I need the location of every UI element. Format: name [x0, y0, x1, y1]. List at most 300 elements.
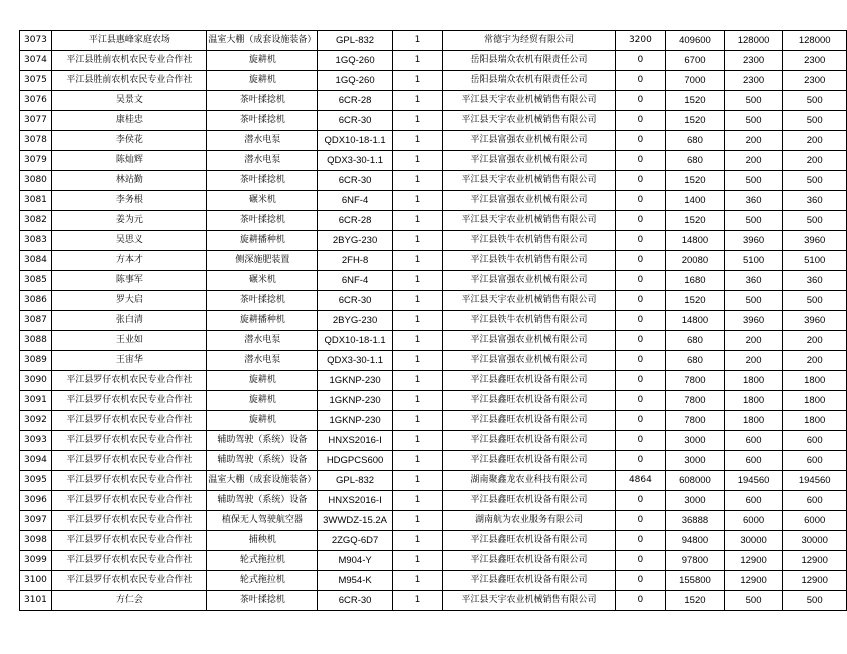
cell-sales-total: 0	[615, 511, 665, 531]
cell-total-subsidy: 128000	[783, 31, 847, 51]
cell-dealer-name: 湖南聚鑫龙农业科技有限公司	[443, 471, 615, 491]
cell-row-number: 3096	[20, 491, 52, 511]
cell-row-number: 3074	[20, 51, 52, 71]
cell-sales-total: 0	[615, 351, 665, 371]
cell-applicant-name: 平江县罗仔农机农民专业合作社	[52, 551, 207, 571]
cell-total-subsidy: 2300	[783, 51, 847, 71]
cell-subsidy-amount: 500	[724, 291, 783, 311]
cell-dealer-name: 平江县富强农业机械有限公司	[443, 151, 615, 171]
cell-dealer-name: 平江县鑫旺农机设备有限公司	[443, 391, 615, 411]
cell-sales-total: 0	[615, 211, 665, 231]
cell-sales-total: 0	[615, 51, 665, 71]
cell-applicant-name: 康桂忠	[52, 111, 207, 131]
cell-price: 409600	[666, 31, 725, 51]
cell-price: 680	[666, 151, 725, 171]
cell-subsidy-amount: 600	[724, 491, 783, 511]
cell-model-number: HNXS2016-I	[318, 431, 392, 451]
cell-price: 608000	[666, 471, 725, 491]
cell-quantity: 1	[392, 271, 443, 291]
cell-total-subsidy: 200	[783, 331, 847, 351]
cell-dealer-name: 平江县富强农业机械有限公司	[443, 351, 615, 371]
cell-row-number: 3080	[20, 171, 52, 191]
cell-model-number: HNXS2016-I	[318, 491, 392, 511]
cell-total-subsidy: 200	[783, 131, 847, 151]
cell-applicant-name: 平江县罗仔农机农民专业合作社	[52, 571, 207, 591]
cell-sales-total: 0	[615, 171, 665, 191]
cell-applicant-name: 罗大启	[52, 291, 207, 311]
cell-row-number: 3084	[20, 251, 52, 271]
cell-applicant-name: 吴景文	[52, 91, 207, 111]
cell-dealer-name: 平江县天宇农业机械销售有限公司	[443, 171, 615, 191]
cell-quantity: 1	[392, 511, 443, 531]
table-row	[20, 231, 847, 251]
cell-row-number: 3081	[20, 191, 52, 211]
cell-subsidy-amount: 3960	[724, 311, 783, 331]
cell-dealer-name: 岳阳县瑞众农机有限责任公司	[443, 51, 615, 71]
cell-applicant-name: 林站勤	[52, 171, 207, 191]
cell-total-subsidy: 1800	[783, 371, 847, 391]
cell-dealer-name: 平江县天宇农业机械销售有限公司	[443, 591, 615, 611]
cell-machine-type: 潜水电泵	[207, 151, 318, 171]
cell-subsidy-amount: 200	[724, 351, 783, 371]
cell-row-number: 3082	[20, 211, 52, 231]
cell-quantity: 1	[392, 471, 443, 491]
cell-sales-total: 0	[615, 151, 665, 171]
cell-row-number: 3101	[20, 591, 52, 611]
table-row	[20, 91, 847, 111]
cell-dealer-name: 平江县鑫旺农机设备有限公司	[443, 451, 615, 471]
cell-sales-total: 0	[615, 531, 665, 551]
cell-price: 1520	[666, 591, 725, 611]
cell-total-subsidy: 12900	[783, 551, 847, 571]
cell-price: 7800	[666, 411, 725, 431]
cell-model-number: QDX10-18-1.1	[318, 131, 392, 151]
cell-model-number: 1GKNP-230	[318, 411, 392, 431]
cell-subsidy-amount: 360	[724, 191, 783, 211]
cell-total-subsidy: 360	[783, 271, 847, 291]
cell-model-number: GPL-832	[318, 31, 392, 51]
cell-model-number: 6CR-30	[318, 111, 392, 131]
cell-applicant-name: 平江县罗仔农机农民专业合作社	[52, 431, 207, 451]
table-row	[20, 151, 847, 171]
cell-row-number: 3085	[20, 271, 52, 291]
cell-price: 155800	[666, 571, 725, 591]
cell-total-subsidy: 3960	[783, 311, 847, 331]
cell-row-number: 3086	[20, 291, 52, 311]
cell-subsidy-amount: 1800	[724, 411, 783, 431]
cell-subsidy-amount: 30000	[724, 531, 783, 551]
cell-quantity: 1	[392, 371, 443, 391]
cell-row-number: 3078	[20, 131, 52, 151]
cell-sales-total: 0	[615, 311, 665, 331]
cell-price: 7800	[666, 371, 725, 391]
cell-subsidy-amount: 500	[724, 211, 783, 231]
cell-model-number: M904-Y	[318, 551, 392, 571]
cell-applicant-name: 平江县罗仔农机农民专业合作社	[52, 511, 207, 531]
cell-row-number: 3088	[20, 331, 52, 351]
cell-sales-total: 0	[615, 391, 665, 411]
cell-sales-total: 0	[615, 411, 665, 431]
table-row	[20, 191, 847, 211]
cell-model-number: HDGPCS600	[318, 451, 392, 471]
cell-subsidy-amount: 200	[724, 331, 783, 351]
cell-machine-type: 旋耕机	[207, 71, 318, 91]
cell-quantity: 1	[392, 351, 443, 371]
cell-applicant-name: 李务根	[52, 191, 207, 211]
cell-applicant-name: 平江县胜前农机农民专业合作社	[52, 71, 207, 91]
cell-quantity: 1	[392, 231, 443, 251]
cell-model-number: 2FH-8	[318, 251, 392, 271]
cell-total-subsidy: 500	[783, 591, 847, 611]
cell-subsidy-amount: 200	[724, 151, 783, 171]
cell-sales-total: 0	[615, 71, 665, 91]
cell-applicant-name: 王业如	[52, 331, 207, 351]
cell-sales-total: 0	[615, 451, 665, 471]
cell-dealer-name: 平江县富强农业机械有限公司	[443, 271, 615, 291]
cell-machine-type: 辅助驾驶（系统）设备	[207, 491, 318, 511]
cell-machine-type: 潜水电泵	[207, 351, 318, 371]
table-row	[20, 211, 847, 231]
cell-subsidy-amount: 12900	[724, 551, 783, 571]
cell-machine-type: 茶叶揉捻机	[207, 591, 318, 611]
cell-applicant-name: 平江县罗仔农机农民专业合作社	[52, 411, 207, 431]
cell-dealer-name: 平江县鑫旺农机设备有限公司	[443, 371, 615, 391]
cell-applicant-name: 平江县胜前农机农民专业合作社	[52, 51, 207, 71]
cell-applicant-name: 吴思义	[52, 231, 207, 251]
cell-price: 97800	[666, 551, 725, 571]
cell-machine-type: 辅助驾驶（系统）设备	[207, 451, 318, 471]
table-row	[20, 71, 847, 91]
cell-price: 3000	[666, 431, 725, 451]
cell-machine-type: 旋耕机	[207, 391, 318, 411]
cell-total-subsidy: 3960	[783, 231, 847, 251]
cell-subsidy-amount: 2300	[724, 51, 783, 71]
cell-machine-type: 旋耕机	[207, 371, 318, 391]
cell-quantity: 1	[392, 111, 443, 131]
cell-total-subsidy: 5100	[783, 251, 847, 271]
cell-price: 6700	[666, 51, 725, 71]
cell-quantity: 1	[392, 71, 443, 91]
cell-sales-total: 0	[615, 291, 665, 311]
cell-model-number: 6NF-4	[318, 191, 392, 211]
cell-model-number: 2ZGQ-6D7	[318, 531, 392, 551]
cell-sales-total: 0	[615, 271, 665, 291]
cell-applicant-name: 李侯花	[52, 131, 207, 151]
cell-machine-type: 碾米机	[207, 191, 318, 211]
table-row	[20, 131, 847, 151]
cell-sales-total: 0	[615, 371, 665, 391]
cell-quantity: 1	[392, 591, 443, 611]
cell-subsidy-amount: 2300	[724, 71, 783, 91]
cell-quantity: 1	[392, 411, 443, 431]
cell-sales-total: 0	[615, 131, 665, 151]
cell-row-number: 3098	[20, 531, 52, 551]
cell-quantity: 1	[392, 151, 443, 171]
cell-sales-total: 0	[615, 191, 665, 211]
cell-row-number: 3092	[20, 411, 52, 431]
table-row	[20, 111, 847, 131]
cell-quantity: 1	[392, 431, 443, 451]
subsidy-table	[19, 30, 847, 611]
cell-applicant-name: 平江县罗仔农机农民专业合作社	[52, 391, 207, 411]
cell-dealer-name: 平江县天宇农业机械销售有限公司	[443, 111, 615, 131]
cell-model-number: 1GQ-260	[318, 71, 392, 91]
cell-model-number: 6CR-30	[318, 171, 392, 191]
table-row	[20, 591, 847, 611]
table-row	[20, 471, 847, 491]
cell-row-number: 3094	[20, 451, 52, 471]
cell-row-number: 3075	[20, 71, 52, 91]
cell-subsidy-amount: 500	[724, 591, 783, 611]
cell-machine-type: 轮式拖拉机	[207, 551, 318, 571]
cell-total-subsidy: 500	[783, 111, 847, 131]
table-row	[20, 551, 847, 571]
cell-quantity: 1	[392, 531, 443, 551]
cell-dealer-name: 常德宇为经贸有限公司	[443, 31, 615, 51]
cell-model-number: 1GKNP-230	[318, 391, 392, 411]
cell-machine-type: 捕秧机	[207, 531, 318, 551]
cell-total-subsidy: 500	[783, 171, 847, 191]
cell-dealer-name: 平江县富强农业机械有限公司	[443, 191, 615, 211]
cell-price: 3000	[666, 491, 725, 511]
cell-applicant-name: 方仁会	[52, 591, 207, 611]
cell-total-subsidy: 360	[783, 191, 847, 211]
cell-price: 3000	[666, 451, 725, 471]
cell-sales-total: 0	[615, 91, 665, 111]
cell-price: 680	[666, 131, 725, 151]
cell-quantity: 1	[392, 211, 443, 231]
cell-applicant-name: 平江县罗仔农机农民专业合作社	[52, 451, 207, 471]
cell-machine-type: 轮式拖拉机	[207, 571, 318, 591]
cell-machine-type: 旋耕播种机	[207, 231, 318, 251]
cell-total-subsidy: 1800	[783, 391, 847, 411]
cell-dealer-name: 平江县鑫旺农机设备有限公司	[443, 531, 615, 551]
table-row	[20, 391, 847, 411]
cell-price: 36888	[666, 511, 725, 531]
cell-machine-type: 茶叶揉捻机	[207, 171, 318, 191]
cell-model-number: 2BYG-230	[318, 231, 392, 251]
cell-quantity: 1	[392, 551, 443, 571]
cell-machine-type: 潜水电泵	[207, 331, 318, 351]
cell-subsidy-amount: 194560	[724, 471, 783, 491]
table-row	[20, 251, 847, 271]
cell-applicant-name: 平江县罗仔农机农民专业合作社	[52, 371, 207, 391]
cell-row-number: 3095	[20, 471, 52, 491]
cell-model-number: 2BYG-230	[318, 311, 392, 331]
table-row	[20, 531, 847, 551]
cell-dealer-name: 平江县富强农业机械有限公司	[443, 331, 615, 351]
table-row	[20, 291, 847, 311]
cell-applicant-name: 张白清	[52, 311, 207, 331]
cell-row-number: 3079	[20, 151, 52, 171]
cell-price: 1520	[666, 291, 725, 311]
cell-sales-total: 0	[615, 111, 665, 131]
cell-subsidy-amount: 6000	[724, 511, 783, 531]
cell-subsidy-amount: 360	[724, 271, 783, 291]
cell-total-subsidy: 6000	[783, 511, 847, 531]
cell-quantity: 1	[392, 91, 443, 111]
cell-machine-type: 茶叶揉捻机	[207, 291, 318, 311]
cell-subsidy-amount: 200	[724, 131, 783, 151]
cell-model-number: 6CR-28	[318, 211, 392, 231]
cell-price: 1680	[666, 271, 725, 291]
cell-model-number: 6CR-28	[318, 91, 392, 111]
table-row	[20, 491, 847, 511]
cell-machine-type: 茶叶揉捻机	[207, 91, 318, 111]
cell-row-number: 3073	[20, 31, 52, 51]
cell-price: 7800	[666, 391, 725, 411]
cell-total-subsidy: 12900	[783, 571, 847, 591]
cell-sales-total: 0	[615, 571, 665, 591]
cell-total-subsidy: 200	[783, 151, 847, 171]
cell-total-subsidy: 500	[783, 291, 847, 311]
cell-quantity: 1	[392, 331, 443, 351]
cell-price: 14800	[666, 311, 725, 331]
cell-dealer-name: 平江县鑫旺农机设备有限公司	[443, 431, 615, 451]
cell-quantity: 1	[392, 131, 443, 151]
cell-sales-total: 0	[615, 591, 665, 611]
cell-row-number: 3076	[20, 91, 52, 111]
cell-quantity: 1	[392, 451, 443, 471]
cell-model-number: 1GQ-260	[318, 51, 392, 71]
cell-price: 680	[666, 331, 725, 351]
cell-total-subsidy: 2300	[783, 71, 847, 91]
cell-sales-total: 0	[615, 551, 665, 571]
cell-sales-total: 0	[615, 331, 665, 351]
cell-machine-type: 旋耕机	[207, 51, 318, 71]
table-row	[20, 311, 847, 331]
cell-model-number: 1GKNP-230	[318, 371, 392, 391]
table-row	[20, 411, 847, 431]
cell-row-number: 3100	[20, 571, 52, 591]
cell-price: 1520	[666, 171, 725, 191]
cell-sales-total: 3200	[615, 31, 665, 51]
cell-row-number: 3089	[20, 351, 52, 371]
table-row	[20, 371, 847, 391]
cell-subsidy-amount: 12900	[724, 571, 783, 591]
cell-dealer-name: 平江县鑫旺农机设备有限公司	[443, 571, 615, 591]
cell-machine-type: 茶叶揉捻机	[207, 211, 318, 231]
cell-quantity: 1	[392, 391, 443, 411]
cell-dealer-name: 平江县天宇农业机械销售有限公司	[443, 211, 615, 231]
table-row	[20, 451, 847, 471]
cell-machine-type: 侧深施肥装置	[207, 251, 318, 271]
table-row	[20, 31, 847, 51]
cell-total-subsidy: 600	[783, 491, 847, 511]
cell-machine-type: 温室大棚（成套设施装备）	[207, 471, 318, 491]
cell-row-number: 3077	[20, 111, 52, 131]
cell-row-number: 3097	[20, 511, 52, 531]
cell-total-subsidy: 600	[783, 451, 847, 471]
cell-price: 1520	[666, 211, 725, 231]
cell-total-subsidy: 200	[783, 351, 847, 371]
table-row	[20, 571, 847, 591]
cell-sales-total: 0	[615, 251, 665, 271]
cell-total-subsidy: 500	[783, 91, 847, 111]
cell-applicant-name: 王宙华	[52, 351, 207, 371]
cell-total-subsidy: 1800	[783, 411, 847, 431]
cell-applicant-name: 陈灿辉	[52, 151, 207, 171]
cell-dealer-name: 平江县铁牛农机销售有限公司	[443, 311, 615, 331]
cell-model-number: QDX3-30-1.1	[318, 351, 392, 371]
cell-model-number: 6CR-30	[318, 291, 392, 311]
cell-applicant-name: 平江县罗仔农机农民专业合作社	[52, 491, 207, 511]
cell-dealer-name: 平江县富强农业机械有限公司	[443, 131, 615, 151]
table-row	[20, 511, 847, 531]
cell-applicant-name: 平江县罗仔农机农民专业合作社	[52, 531, 207, 551]
cell-subsidy-amount: 500	[724, 111, 783, 131]
cell-applicant-name: 平江县罗仔农机农民专业合作社	[52, 471, 207, 491]
cell-quantity: 1	[392, 251, 443, 271]
cell-subsidy-amount: 600	[724, 451, 783, 471]
cell-total-subsidy: 30000	[783, 531, 847, 551]
cell-dealer-name: 湖南航为农业服务有限公司	[443, 511, 615, 531]
table-row	[20, 271, 847, 291]
table-row	[20, 351, 847, 371]
cell-applicant-name: 陈事军	[52, 271, 207, 291]
cell-subsidy-amount: 1800	[724, 371, 783, 391]
cell-row-number: 3091	[20, 391, 52, 411]
cell-applicant-name: 平江县惠峰家庭农场	[52, 31, 207, 51]
cell-price: 7000	[666, 71, 725, 91]
cell-quantity: 1	[392, 571, 443, 591]
cell-model-number: 3WWDZ-15.2A	[318, 511, 392, 531]
cell-row-number: 3090	[20, 371, 52, 391]
table-row	[20, 431, 847, 451]
cell-machine-type: 植保无人驾驶航空器	[207, 511, 318, 531]
cell-sales-total: 0	[615, 431, 665, 451]
cell-model-number: 6CR-30	[318, 591, 392, 611]
cell-machine-type: 潜水电泵	[207, 131, 318, 151]
cell-subsidy-amount: 500	[724, 171, 783, 191]
table-row	[20, 331, 847, 351]
cell-subsidy-amount: 1800	[724, 391, 783, 411]
cell-dealer-name: 平江县鑫旺农机设备有限公司	[443, 491, 615, 511]
cell-row-number: 3099	[20, 551, 52, 571]
cell-total-subsidy: 500	[783, 211, 847, 231]
cell-dealer-name: 平江县鑫旺农机设备有限公司	[443, 551, 615, 571]
cell-price: 94800	[666, 531, 725, 551]
cell-price: 1520	[666, 111, 725, 131]
cell-dealer-name: 平江县铁牛农机销售有限公司	[443, 231, 615, 251]
cell-dealer-name: 岳阳县瑞众农机有限责任公司	[443, 71, 615, 91]
cell-machine-type: 茶叶揉捻机	[207, 111, 318, 131]
cell-quantity: 1	[392, 311, 443, 331]
cell-row-number: 3083	[20, 231, 52, 251]
cell-subsidy-amount: 500	[724, 91, 783, 111]
cell-model-number: 6NF-4	[318, 271, 392, 291]
cell-quantity: 1	[392, 291, 443, 311]
cell-subsidy-amount: 128000	[724, 31, 783, 51]
cell-subsidy-amount: 5100	[724, 251, 783, 271]
cell-row-number: 3093	[20, 431, 52, 451]
cell-machine-type: 旋耕机	[207, 411, 318, 431]
cell-dealer-name: 平江县鑫旺农机设备有限公司	[443, 411, 615, 431]
cell-dealer-name: 平江县天宇农业机械销售有限公司	[443, 291, 615, 311]
cell-quantity: 1	[392, 31, 443, 51]
cell-dealer-name: 平江县天宇农业机械销售有限公司	[443, 91, 615, 111]
cell-model-number: QDX10-18-1.1	[318, 331, 392, 351]
cell-quantity: 1	[392, 171, 443, 191]
cell-machine-type: 辅助驾驶（系统）设备	[207, 431, 318, 451]
cell-quantity: 1	[392, 491, 443, 511]
cell-row-number: 3087	[20, 311, 52, 331]
cell-sales-total: 0	[615, 491, 665, 511]
cell-model-number: QDX3-30-1.1	[318, 151, 392, 171]
cell-price: 680	[666, 351, 725, 371]
cell-price: 1520	[666, 91, 725, 111]
cell-price: 20080	[666, 251, 725, 271]
